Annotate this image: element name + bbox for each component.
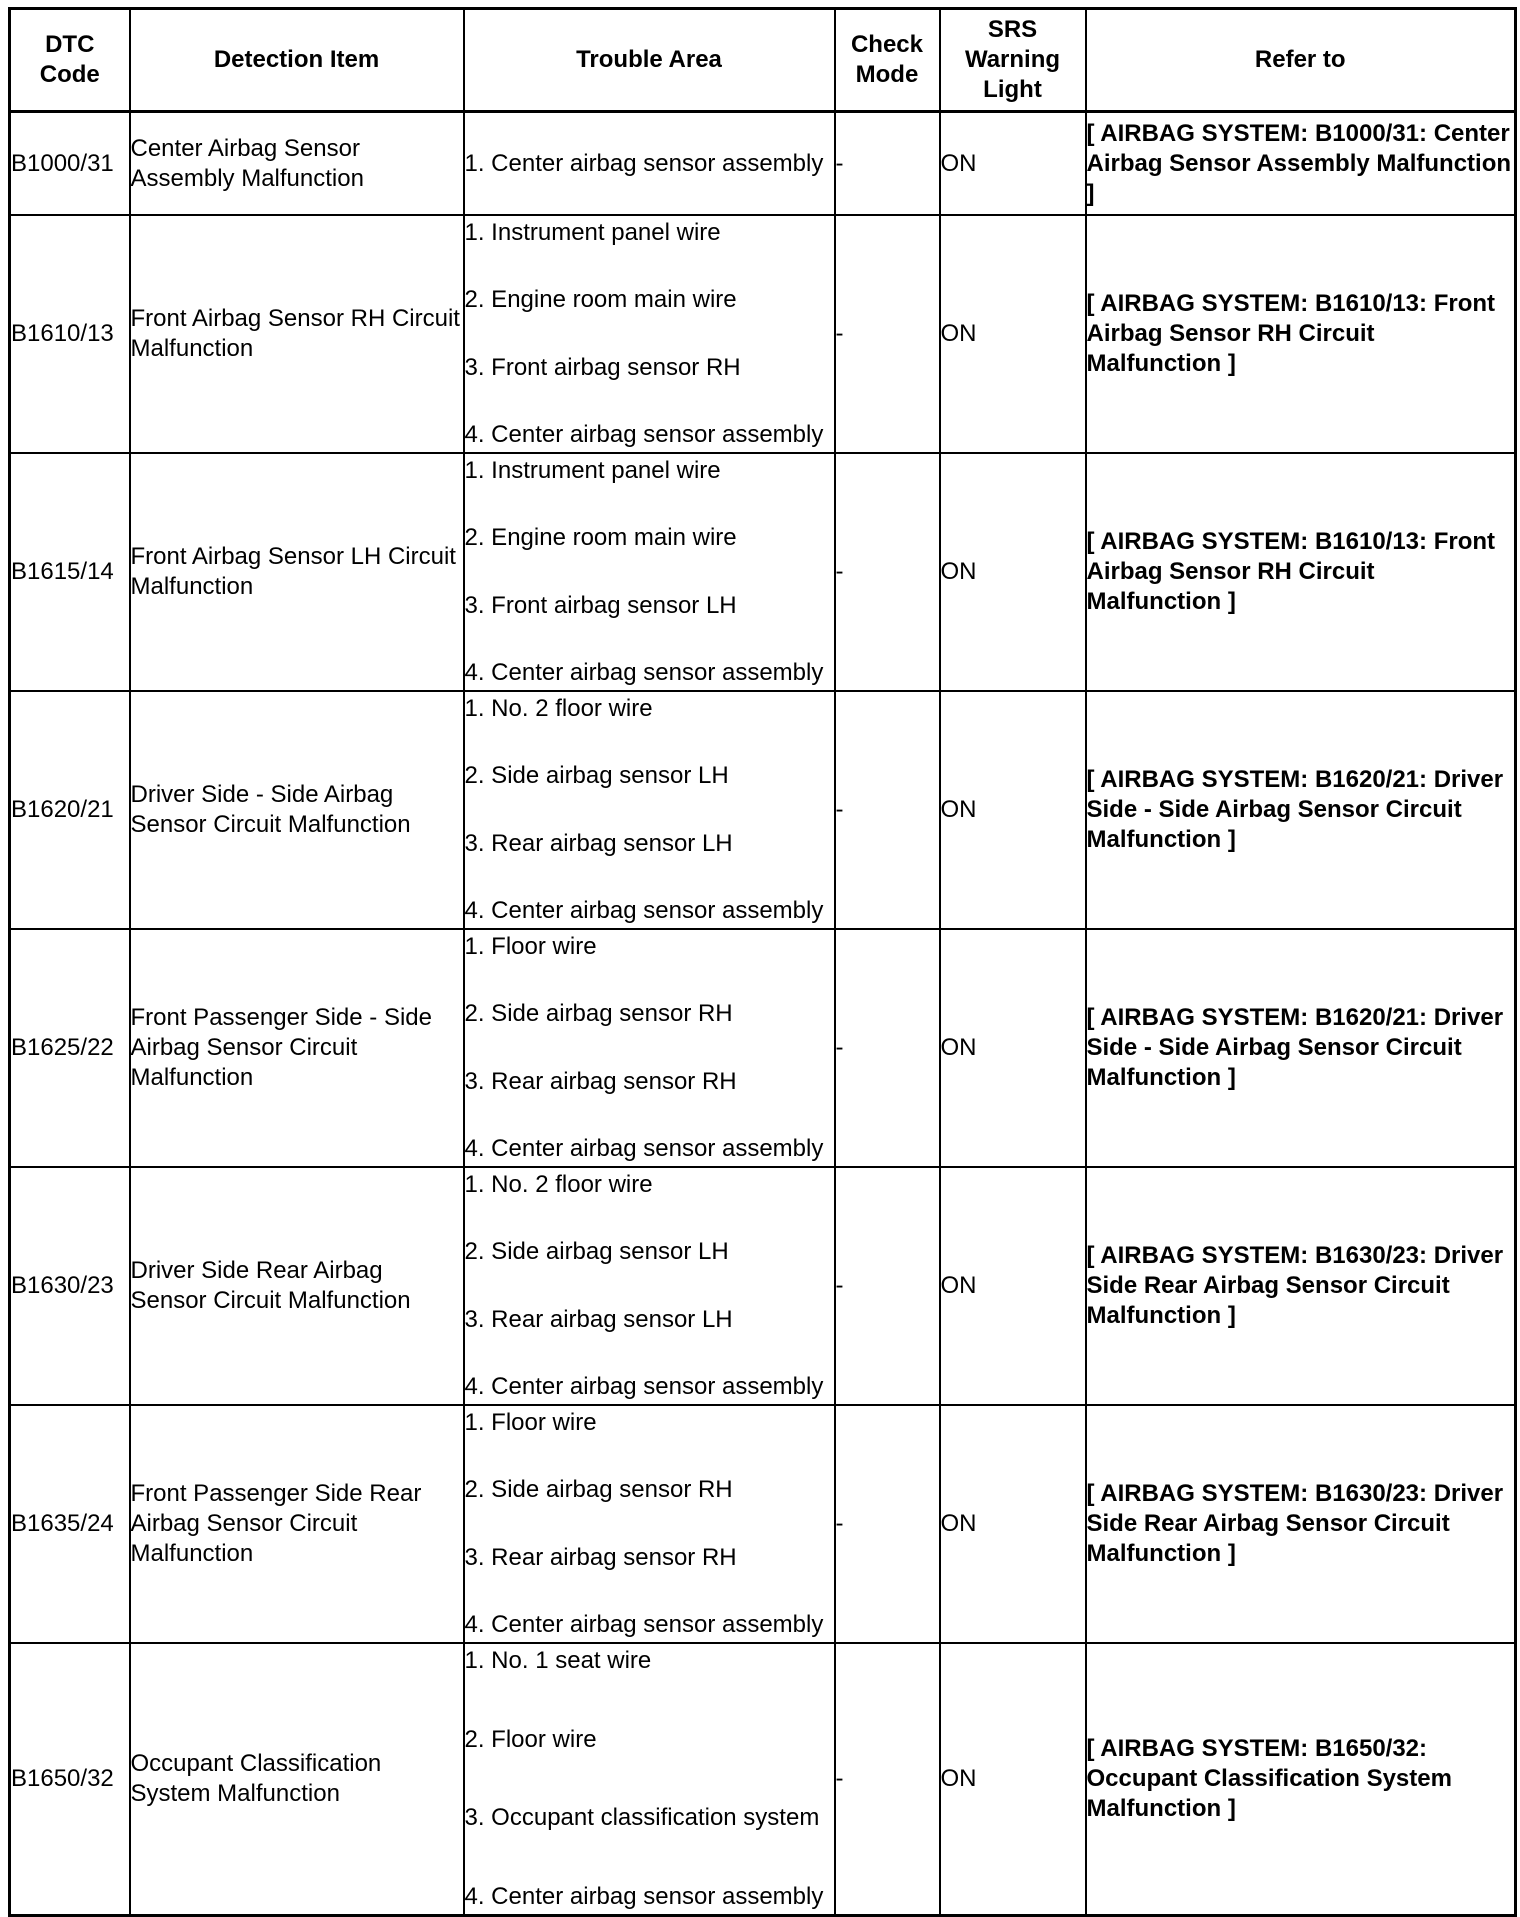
detection-item-cell: Front Airbag Sensor LH Circuit Malfunction — [130, 453, 464, 691]
header-row — [10, 9, 1516, 112]
header-srs-warning-light: SRS Warning Light — [940, 9, 1086, 112]
trouble-area-item: 2. Side airbag sensor LH — [464, 1238, 729, 1266]
trouble-area-cell — [464, 215, 835, 453]
trouble-area-item: 4. Center airbag sensor assembly — [464, 1134, 824, 1162]
refer-to-cell: [ AIRBAG SYSTEM: B1620/21: Driver Side - Side Airbag Sensor Circuit Malfunction ] — [1086, 691, 1516, 929]
dtc-code-cell: B1635/24 — [10, 1405, 130, 1643]
srs-warning-light-cell: ON — [940, 112, 1086, 216]
header-check-mode: Check Mode — [835, 9, 940, 112]
refer-to-cell: [ AIRBAG SYSTEM: B1630/23: Driver Side Rear Airbag Sensor Circuit Malfunction ] — [1086, 1167, 1516, 1405]
trouble-area-list — [465, 1170, 834, 1402]
trouble-area-list — [465, 694, 834, 926]
detection-item-cell: Front Passenger Side - Side Airbag Sensor Circuit Malfunction — [130, 929, 464, 1167]
table-row — [10, 1405, 1516, 1643]
table-row — [10, 215, 1516, 453]
dtc-code-cell: B1650/32 — [10, 1643, 130, 1916]
dtc-code-cell: B1615/14 — [10, 453, 130, 691]
detection-item-cell: Front Airbag Sensor RH Circuit Malfunction — [130, 215, 464, 453]
srs-warning-light-cell: ON — [940, 691, 1086, 929]
trouble-area-cell — [464, 1643, 835, 1916]
header-refer-to: Refer to — [1086, 9, 1516, 112]
srs-warning-light-cell: ON — [940, 1167, 1086, 1405]
detection-item-cell: Occupant Classification System Malfunction — [130, 1643, 464, 1916]
refer-to-cell: [ AIRBAG SYSTEM: B1610/13: Front Airbag Sensor RH Circuit Malfunction ] — [1086, 215, 1516, 453]
detection-item-cell: Driver Side Rear Airbag Sensor Circuit Malfunction — [130, 1167, 464, 1405]
table-row — [10, 929, 1516, 1167]
trouble-area-item: 4. Center airbag sensor assembly — [464, 658, 824, 686]
trouble-area-item: 2. Side airbag sensor RH — [464, 1000, 733, 1028]
trouble-area-item: 1. No. 2 floor wire — [464, 695, 653, 722]
srs-warning-light-cell: ON — [940, 929, 1086, 1167]
refer-to-cell: [ AIRBAG SYSTEM: B1650/32: Occupant Classification System Malfunction ] — [1086, 1643, 1516, 1916]
refer-to-cell: [ AIRBAG SYSTEM: B1610/13: Front Airbag Sensor RH Circuit Malfunction ] — [1086, 453, 1516, 691]
trouble-area-item: 1. Instrument panel wire — [464, 457, 721, 484]
dtc-code-cell: B1620/21 — [10, 691, 130, 929]
trouble-area-item: 3. Occupant classification system — [464, 1804, 820, 1832]
trouble-area-cell — [464, 453, 835, 691]
check-mode-cell: - — [835, 1643, 940, 1916]
srs-warning-light-cell: ON — [940, 1405, 1086, 1643]
trouble-area-item: 4. Center airbag sensor assembly — [464, 1610, 824, 1638]
table-row — [10, 1167, 1516, 1405]
trouble-area-item: 1. No. 1 seat wire — [464, 1647, 652, 1674]
trouble-area-item: 4. Center airbag sensor assembly — [464, 1882, 824, 1910]
check-mode-cell: - — [835, 1167, 940, 1405]
header-dtc-code: DTC Code — [10, 9, 130, 112]
trouble-area-item: 3. Rear airbag sensor LH — [464, 829, 733, 857]
table-row — [10, 453, 1516, 691]
srs-warning-light-cell: ON — [940, 453, 1086, 691]
trouble-area-cell — [464, 929, 835, 1167]
trouble-area-cell — [464, 1405, 835, 1643]
check-mode-cell: - — [835, 929, 940, 1167]
dtc-code-cell: B1000/31 — [10, 112, 130, 216]
refer-to-cell: [ AIRBAG SYSTEM: B1620/21: Driver Side - Side Airbag Sensor Circuit Malfunction ] — [1086, 929, 1516, 1167]
check-mode-cell: - — [835, 215, 940, 453]
trouble-area-item: 3. Front airbag sensor LH — [464, 591, 737, 619]
trouble-area-item: 2. Engine room main wire — [464, 524, 737, 552]
dtc-code-cell: B1630/23 — [10, 1167, 130, 1405]
refer-to-cell: [ AIRBAG SYSTEM: B1630/23: Driver Side Rear Airbag Sensor Circuit Malfunction ] — [1086, 1405, 1516, 1643]
check-mode-cell: - — [835, 453, 940, 691]
trouble-area-item: 4. Center airbag sensor assembly — [464, 896, 824, 924]
trouble-area-item: 3. Front airbag sensor RH — [464, 353, 741, 381]
trouble-area-item: 1. Floor wire — [464, 933, 597, 960]
trouble-area-item: 3. Rear airbag sensor LH — [464, 1305, 733, 1333]
trouble-area-item: 3. Rear airbag sensor RH — [464, 1543, 737, 1571]
detection-item-cell: Driver Side - Side Airbag Sensor Circuit Malfunction — [130, 691, 464, 929]
trouble-area-list — [465, 1646, 834, 1912]
header-trouble-area: Trouble Area — [464, 9, 835, 112]
trouble-area-item: 1. Instrument panel wire — [464, 219, 721, 246]
srs-warning-light-cell: ON — [940, 1643, 1086, 1916]
dtc-code-cell: B1610/13 — [10, 215, 130, 453]
srs-warning-light-cell: ON — [940, 215, 1086, 453]
trouble-area-item: 4. Center airbag sensor assembly — [464, 1372, 824, 1400]
check-mode-cell: - — [835, 1405, 940, 1643]
trouble-area-list — [465, 456, 834, 688]
header-detection-item: Detection Item — [130, 9, 464, 112]
check-mode-cell: - — [835, 112, 940, 216]
trouble-area-item: 1. No. 2 floor wire — [464, 1171, 653, 1198]
trouble-area-list — [465, 218, 834, 450]
dtc-table — [8, 7, 1517, 1917]
refer-to-cell: [ AIRBAG SYSTEM: B1000/31: Center Airbag Sensor Assembly Malfunction ] — [1086, 112, 1516, 216]
table-row — [10, 691, 1516, 929]
detection-item-cell: Center Airbag Sensor Assembly Malfunction — [130, 112, 464, 216]
trouble-area-list — [465, 149, 834, 179]
detection-item-cell: Front Passenger Side Rear Airbag Sensor Circuit Malfunction — [130, 1405, 464, 1643]
trouble-area-item: 2. Floor wire — [464, 1725, 597, 1753]
trouble-area-item: 1. Floor wire — [464, 1409, 597, 1436]
table-row — [10, 1643, 1516, 1916]
trouble-area-item: 2. Side airbag sensor RH — [464, 1476, 733, 1504]
trouble-area-cell — [464, 691, 835, 929]
trouble-area-list — [465, 932, 834, 1164]
trouble-area-item: 4. Center airbag sensor assembly — [464, 420, 824, 448]
trouble-area-item: 2. Side airbag sensor LH — [464, 762, 729, 790]
trouble-area-cell — [464, 1167, 835, 1405]
trouble-area-item: 3. Rear airbag sensor RH — [464, 1067, 737, 1095]
trouble-area-item: 1. Center airbag sensor assembly — [464, 149, 824, 177]
trouble-area-list — [465, 1408, 834, 1640]
trouble-area-cell — [464, 112, 835, 216]
check-mode-cell: - — [835, 691, 940, 929]
table-body — [10, 112, 1516, 1916]
table-row — [10, 112, 1516, 216]
dtc-code-cell: B1625/22 — [10, 929, 130, 1167]
trouble-area-item: 2. Engine room main wire — [464, 286, 737, 314]
